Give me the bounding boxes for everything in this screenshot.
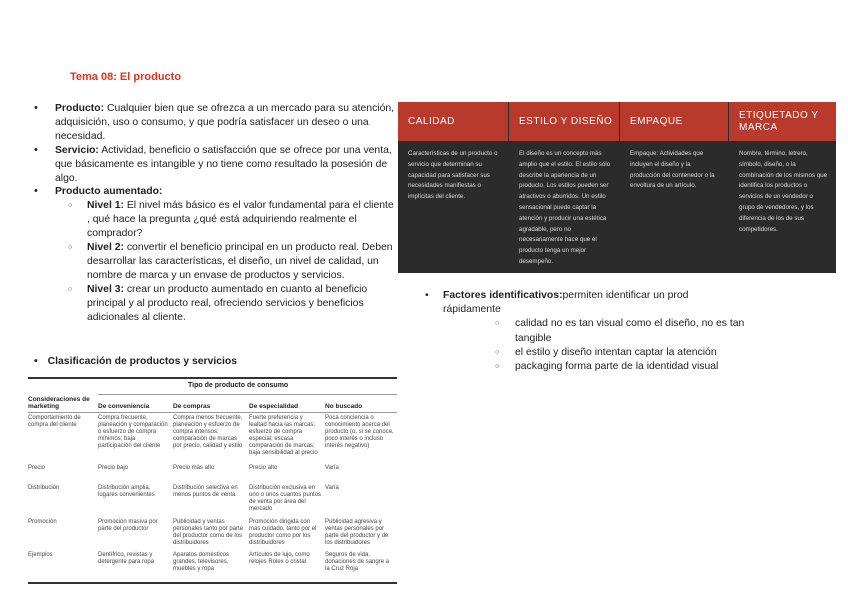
definitions-list bbox=[34, 102, 399, 325]
table-cell: Compra menos frecuente, planeación y esfuerzo de compra intensos; comparación de marcas por precio, calidad y estilo bbox=[173, 415, 243, 449]
infographic-text: El diseño es un concepto más amplio que el estilo. El estilo sólo describe la apariencia de un producto. Los estilos pueden ser atractivos o aburridos. Un estilo sensacional puede captar la atención y producir una estética agradable, pero no necesariamente hace que el producto tenga un mejor desempeño. bbox=[519, 150, 611, 265]
sub-item bbox=[34, 283, 399, 325]
list-item bbox=[34, 102, 399, 144]
term-producto-aumentado: Producto aumentado: bbox=[55, 186, 163, 198]
term-servicio: Servicio: bbox=[55, 144, 99, 156]
table-cell: Publicidad agresiva y ventas personales por parte del productor y de los distribuidores bbox=[325, 519, 389, 546]
nivel-term: Nivel 3: bbox=[87, 283, 124, 295]
table-cell: Dentífrico, revistas y detergente para ropa bbox=[98, 552, 155, 565]
classification-heading-text: Clasificación de productos y servicios bbox=[47, 356, 238, 367]
row-label: Promoción bbox=[28, 519, 57, 525]
table-cell: Varía bbox=[325, 485, 339, 491]
table-cell: Promoción dirigida con más cuidado, tanto por el productor como por los distribuidores bbox=[249, 519, 317, 546]
table-cell: Distribución selectiva en menos puntos de venta bbox=[173, 485, 238, 498]
divider bbox=[98, 394, 397, 395]
table-corner-header: Consideraciones de marketing bbox=[28, 396, 90, 410]
table-cell: Precio alto bbox=[249, 465, 278, 471]
list-item bbox=[425, 289, 745, 317]
nivel-text: El nivel más básico es el valor fundamental para el cliente , qué hace la pregunta ¿qué está adquiriendo realmente el comprador? bbox=[87, 200, 394, 240]
table-cell: Distribución exclusiva en uno o unos cuantos puntos de venta por área del mercado bbox=[249, 485, 322, 512]
infographic-header: EMPAQUE bbox=[620, 102, 728, 141]
sub-item: ○ el estilo y diseño intentan captar la atención bbox=[425, 346, 745, 360]
infographic-text: Nombre, término, letrero, símbolo, diseño, o la combinación de los mismos que identifica los productos o servicios de un vendedor o grupo de vendedores, y los diferencia de los de sus competidores. bbox=[739, 150, 828, 233]
sub-item bbox=[34, 199, 399, 241]
table-cell: Precio bajo bbox=[98, 465, 129, 471]
table-title: Tipo de producto de consumo bbox=[188, 382, 289, 389]
sub-item: ○ calidad no es tan visual como el diseño, no es tan tangible bbox=[425, 317, 745, 345]
product-type-table bbox=[28, 377, 397, 584]
definition-servicio: Actividad, beneficio o satisfacción que se ofrece por una venta, que básicamente es intangible y no tiene como resultado la posesión de algo. bbox=[55, 144, 392, 184]
definition-producto: Cualquier bien que se ofrezca a un mercado para su atención, adquisición, uso o consumo, y que podría satisfacer un deseo o una necesidad. bbox=[55, 103, 395, 142]
table-cell: Distribución amplia, lugares convenientes bbox=[98, 485, 155, 498]
table-cell: Artículos de lujo, como relojes Rolex o cristal bbox=[249, 552, 310, 565]
column-header: De especialidad bbox=[249, 403, 299, 410]
infographic-header: CALIDAD bbox=[398, 102, 508, 141]
definition-factores: permiten identificar un prod rápidamente bbox=[443, 290, 689, 316]
row-label: Comportamiento de compra del cliente bbox=[28, 415, 81, 428]
infographic-column bbox=[620, 102, 728, 273]
nivel-text: crear un producto aumentado en cuanto al beneficio principal y al producto real, ofreciendo servicios y beneficios adicionales al cliente. bbox=[87, 283, 368, 323]
infographic-column bbox=[398, 102, 508, 273]
table-cell: Fuerte preferencia y lealtad hacia las marcas; esfuerzo de compra especial; escasa comparación de marcas; baja sensibilidad al precio bbox=[249, 415, 318, 456]
row-label: Precio bbox=[28, 465, 46, 471]
term-producto: Producto: bbox=[55, 103, 105, 114]
infographic-text: Características de un producto o servicio que determinan su capacidad para satisfacer sus necesidades manifiestas o implícitas del cliente. bbox=[408, 150, 498, 201]
sub-item: ○ packaging forma parte de la identidad visual bbox=[425, 360, 745, 374]
divider bbox=[28, 412, 397, 413]
table-cell: Promoción masiva por parte del productor bbox=[98, 519, 158, 532]
column-header: De compras bbox=[173, 403, 211, 410]
table-cell: Precio más alto bbox=[173, 465, 215, 471]
infographic-header: ESTILO Y DISEÑO bbox=[509, 102, 619, 141]
infographic-column bbox=[509, 102, 619, 273]
nivel-text: convertir el beneficio principal en un producto real. Deben desarrollar las características, el diseño, un nivel de calidad, un nombre de marca y un envase de productos y servicios. bbox=[87, 242, 393, 281]
page-title: Tema 08: El producto bbox=[70, 71, 182, 83]
table-cell: Poca conciencia o conocimiento acerca del producto (o, si se conoce, poco interés o incluso interés negativo) bbox=[325, 415, 394, 449]
infographic-text: Empaque: Actividades que incluyen el diseño y la producción del contenedor o la envoltura de un artículo. bbox=[630, 150, 715, 190]
product-attributes-infographic bbox=[398, 102, 836, 273]
nivel-term: Nivel 2: bbox=[87, 242, 124, 254]
table-cell: Aparatos domésticos grandes, televisores, muebles y ropa bbox=[173, 552, 230, 572]
infographic-column bbox=[729, 102, 836, 273]
table-cell: Publicidad y ventas personales tanto por parte del productor como de los distribuidores bbox=[173, 519, 244, 546]
nivel-term: Nivel 1: bbox=[87, 200, 124, 212]
list-item bbox=[34, 144, 399, 186]
table-cell: Compra frecuente, planeación y comparación o esfuerzo de compra mínimos; baja participación del cliente bbox=[98, 415, 168, 449]
infographic-header: ETIQUETADO Y MARCA bbox=[729, 102, 836, 141]
column-header: De conveniencia bbox=[98, 403, 150, 410]
column-header: No buscado bbox=[325, 403, 363, 410]
classification-heading bbox=[34, 356, 237, 367]
table-cell: Varía bbox=[325, 465, 339, 471]
factors-list bbox=[425, 289, 745, 374]
row-label: Distribución bbox=[28, 485, 60, 491]
term-factores: Factores identificativos: bbox=[443, 290, 563, 301]
table-cell: Seguros de vida, donaciones de sangre a la Cruz Roja bbox=[325, 552, 390, 572]
list-item bbox=[34, 185, 399, 199]
sub-item bbox=[34, 241, 399, 283]
row-label: Ejemplos bbox=[28, 552, 53, 558]
